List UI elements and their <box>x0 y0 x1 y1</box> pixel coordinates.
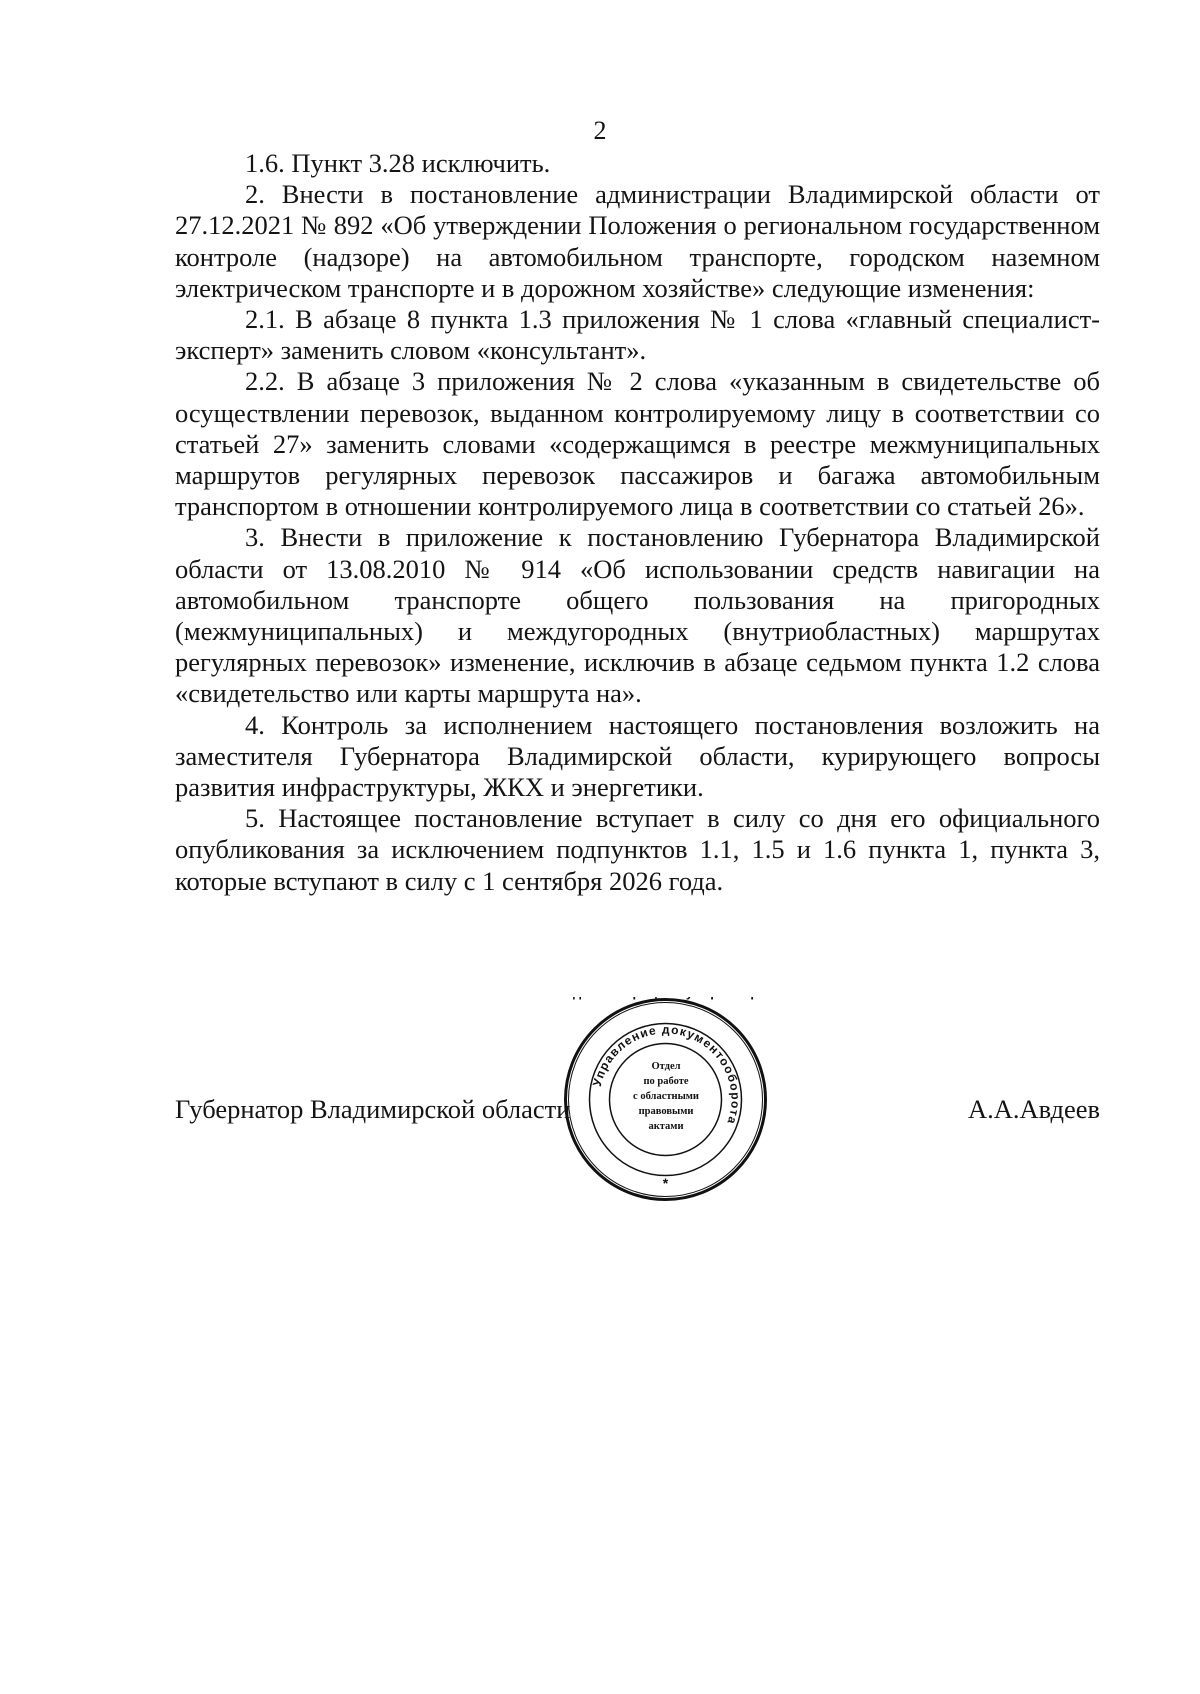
document-body <box>175 148 1100 897</box>
stamp-center-line: с областными <box>633 1091 699 1102</box>
official-stamp <box>563 997 768 1202</box>
signature-title: Губернатор Владимирской области <box>175 1094 571 1124</box>
paragraph-1-6: 1.6. Пункт 3.28 исключить. <box>245 148 551 178</box>
stamp-star-icon: * <box>662 1175 669 1191</box>
stamp-center-line: по работе <box>643 1076 689 1087</box>
stamp-center-line: Отдел <box>651 1061 681 1072</box>
page-number: 2 <box>593 116 607 145</box>
stamp-center-line: актами <box>648 1121 684 1132</box>
paragraph-3: 3. Внести в приложение к постановлению Губернатора Владимирской области от 13.08.2010 № 914 «Об использовании средств навигации на автомобильном транспорте общего пользования на пригородных (межмуниципальных) и междугородных (внутриобластных) маршрутах регулярных перевозок» изменение, исключив в абзаце седьмом пункта 1.2 слова «свидетельство или карты маршрута на». <box>175 522 1100 709</box>
stamp-outer-text <box>563 997 768 1000</box>
paragraph-2-1: 2.1. В абзаце 8 пункта 1.3 приложения № 1 слова «главный специалист-эксперт» заменить словом «консультант». <box>175 304 1100 366</box>
stamp-inner-text: Управление документооборота <box>589 1022 743 1127</box>
stamp-center-line: правовыми <box>638 1106 694 1117</box>
paragraph-4: 4. Контроль за исполнением настоящего постановления возложить на заместителя Губернатора Владимирской области, курирующего вопросы развития инфраструктуры, ЖКХ и энергетики. <box>175 709 1100 803</box>
paragraph-2-2: 2.2. В абзаце 3 приложения № 2 слова «указанным в свидетельстве об осуществлении перевозок, выданном контролируемому лицу в соответствии со статьей 27» заменить словами «содержащимся в реестре межмуниципальных маршрутов регулярных перевозок пассажиров и багажа автомобильным транспортом в отношении контролируемого лица в соответствии со статьей 26». <box>175 366 1100 522</box>
paragraph-2: 2. Внести в постановление администрации Владимирской области от 27.12.2021 № 892 «Об утверждении Положения о региональном государственном контроле (надзоре) на автомобильном транспорте, городском наземном электрическом транспорте и в дорожном хозяйстве» следующие изменения: <box>175 179 1100 303</box>
signature-name: А.А.Авдеев <box>967 1094 1100 1124</box>
stamp-center-text <box>621 1059 711 1134</box>
paragraph-5: 5. Настоящее постановление вступает в силу со дня его официального опубликования за исключением подпунктов 1.1, 1.5 и 1.6 пункта 1, пункта 3, которые вступают в силу с 1 сентября 2026 года. <box>175 803 1100 896</box>
